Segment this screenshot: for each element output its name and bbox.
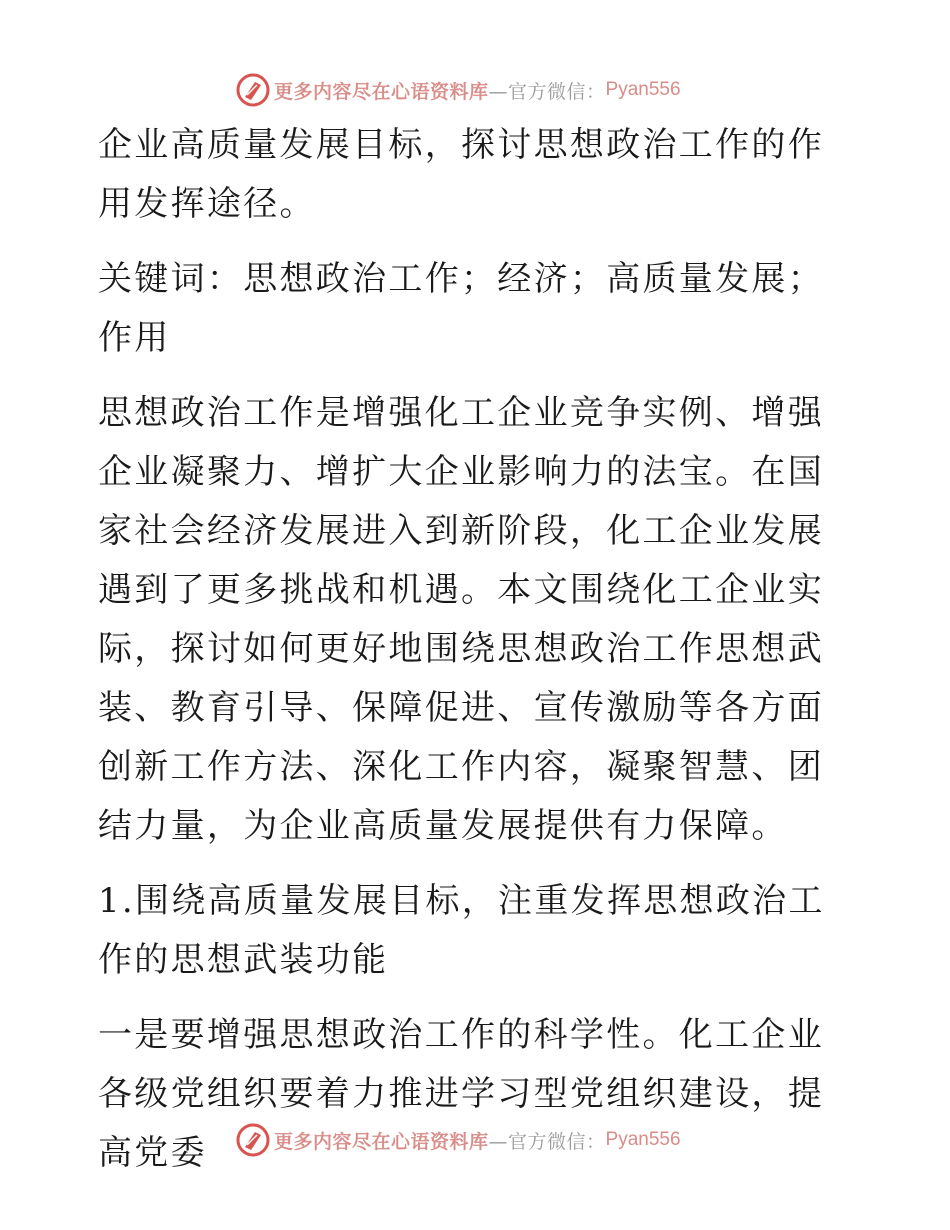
document-body bbox=[98, 116, 850, 1199]
watermark-official-text: —官方微信： bbox=[488, 1130, 606, 1153]
paragraph-overview: 思想政治工作是增强化工企业竞争实例、增强企业凝聚力、增扩大企业影响力的法宝。在国家社会经济发展进入到新阶段，化工企业发展遇到了更多挑战和机遇。本文围绕化工企业实际，探讨如何更好地围绕思想政治工作思想武装、教育引导、保障促进、宣传激励等各方面创新工作方法、深化工作内容，凝聚智慧、团结力量，为企业高质量发展提供有力保障。 bbox=[98, 393, 824, 846]
footer-watermark bbox=[236, 1122, 681, 1158]
watermark-wechat-id: Pyan556 bbox=[605, 79, 681, 100]
watermark-logo-icon bbox=[236, 73, 270, 107]
paragraph-section-1-point-1: 一是要增强思想政治工作的科学性。化工企业各级党组织要着力推进学习型党组织建设，提高党委 bbox=[98, 1015, 824, 1173]
watermark-brand-text: 更多内容尽在心语资料库 bbox=[274, 80, 489, 103]
watermark-wechat-id: Pyan556 bbox=[605, 1129, 681, 1150]
paragraph-keywords: 关键词：思想政治工作；经济；高质量发展；作用 bbox=[98, 259, 824, 358]
watermark-brand-text: 更多内容尽在心语资料库 bbox=[274, 1130, 489, 1153]
paragraph-intro-continuation: 企业高质量发展目标，探讨思想政治工作的作用发挥途径。 bbox=[98, 125, 824, 224]
watermark-official-text: —官方微信： bbox=[488, 80, 606, 103]
header-watermark bbox=[236, 72, 681, 108]
section-heading-1: 1.围绕高质量发展目标，注重发挥思想政治工作的思想武装功能 bbox=[98, 881, 825, 980]
watermark-logo-icon bbox=[236, 1123, 270, 1157]
